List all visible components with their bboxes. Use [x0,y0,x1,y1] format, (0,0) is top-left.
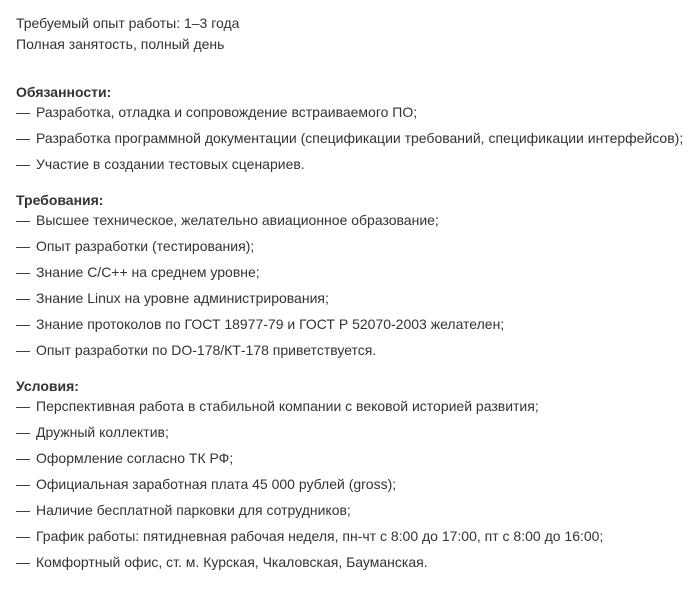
list-item [16,314,692,340]
section-requirements [16,190,692,366]
dash-bullet: — [16,104,30,120]
requirements-list [16,210,692,366]
section-responsibilities [16,82,692,180]
section-title: Требования: [16,192,104,208]
dash-bullet: — [16,424,30,440]
section-title: Обязанности: [16,84,112,100]
dash-bullet: — [16,450,30,466]
list-item [16,474,692,500]
list-item-text: Разработка, отладка и сопровождение встраиваемого ПО; [36,104,418,120]
dash-bullet: — [16,156,30,172]
list-item-text: Знание Linux на уровне администрирования; [36,290,329,306]
list-item [16,102,692,128]
dash-bullet: — [16,342,30,358]
section-conditions [16,376,692,578]
list-item [16,210,692,236]
list-item-text: Знание С/С++ на среднем уровне; [36,264,260,280]
dash-bullet: — [16,554,30,570]
list-item [16,288,692,314]
dash-bullet: — [16,528,30,544]
list-item [16,128,692,154]
list-item [16,236,692,262]
list-item [16,262,692,288]
list-item-text: Опыт разработки по DO-178/КТ-178 приветствуется. [36,342,377,358]
experience-requirement: Требуемый опыт работы: 1–3 года [16,15,240,31]
list-item-text: Оформление согласно ТК РФ; [36,450,234,466]
dash-bullet: — [16,212,30,228]
dash-bullet: — [16,238,30,254]
responsibilities-list [16,102,692,180]
list-item [16,396,692,422]
list-item-text: Опыт разработки (тестирования); [36,238,255,254]
list-item-text: График работы: пятидневная рабочая неделя, пн-чт с 8:00 до 17:00, пт с 8:00 до 16:00; [36,528,604,544]
list-item-text: Комфортный офис, ст. м. Курская, Чкаловская, Бауманская. [36,554,428,570]
dash-bullet: — [16,290,30,306]
list-item-text: Высшее техническое, желательно авиационное образование; [36,212,439,228]
conditions-list [16,396,692,578]
dash-bullet: — [16,316,30,332]
dash-bullet: — [16,502,30,518]
list-item-text: Разработка программной документации (спецификации требований, спецификации интерфейсов); [36,130,684,146]
dash-bullet: — [16,398,30,414]
list-item-text: Знание протоколов по ГОСТ 18977-79 и ГОСТ Р 52070-2003 желателен; [36,316,505,332]
list-item-text: Участие в создании тестовых сценариев. [36,156,305,172]
list-item [16,526,692,552]
dash-bullet: — [16,264,30,280]
list-item [16,552,692,578]
employment-type: Полная занятость, полный день [16,36,225,52]
list-item-text: Перспективная работа в стабильной компании с вековой историей развития; [36,398,539,414]
list-item [16,422,692,448]
list-item [16,340,692,366]
list-item [16,448,692,474]
vacancy-description [16,13,692,578]
dash-bullet: — [16,476,30,492]
list-item [16,500,692,526]
list-item [16,154,692,180]
section-title: Условия: [16,378,79,394]
list-item-text: Дружный коллектив; [36,424,169,440]
dash-bullet: — [16,130,30,146]
list-item-text: Наличие бесплатной парковки для сотрудников; [36,502,351,518]
list-item-text: Официальная заработная плата 45 000 рублей (gross); [36,476,397,492]
